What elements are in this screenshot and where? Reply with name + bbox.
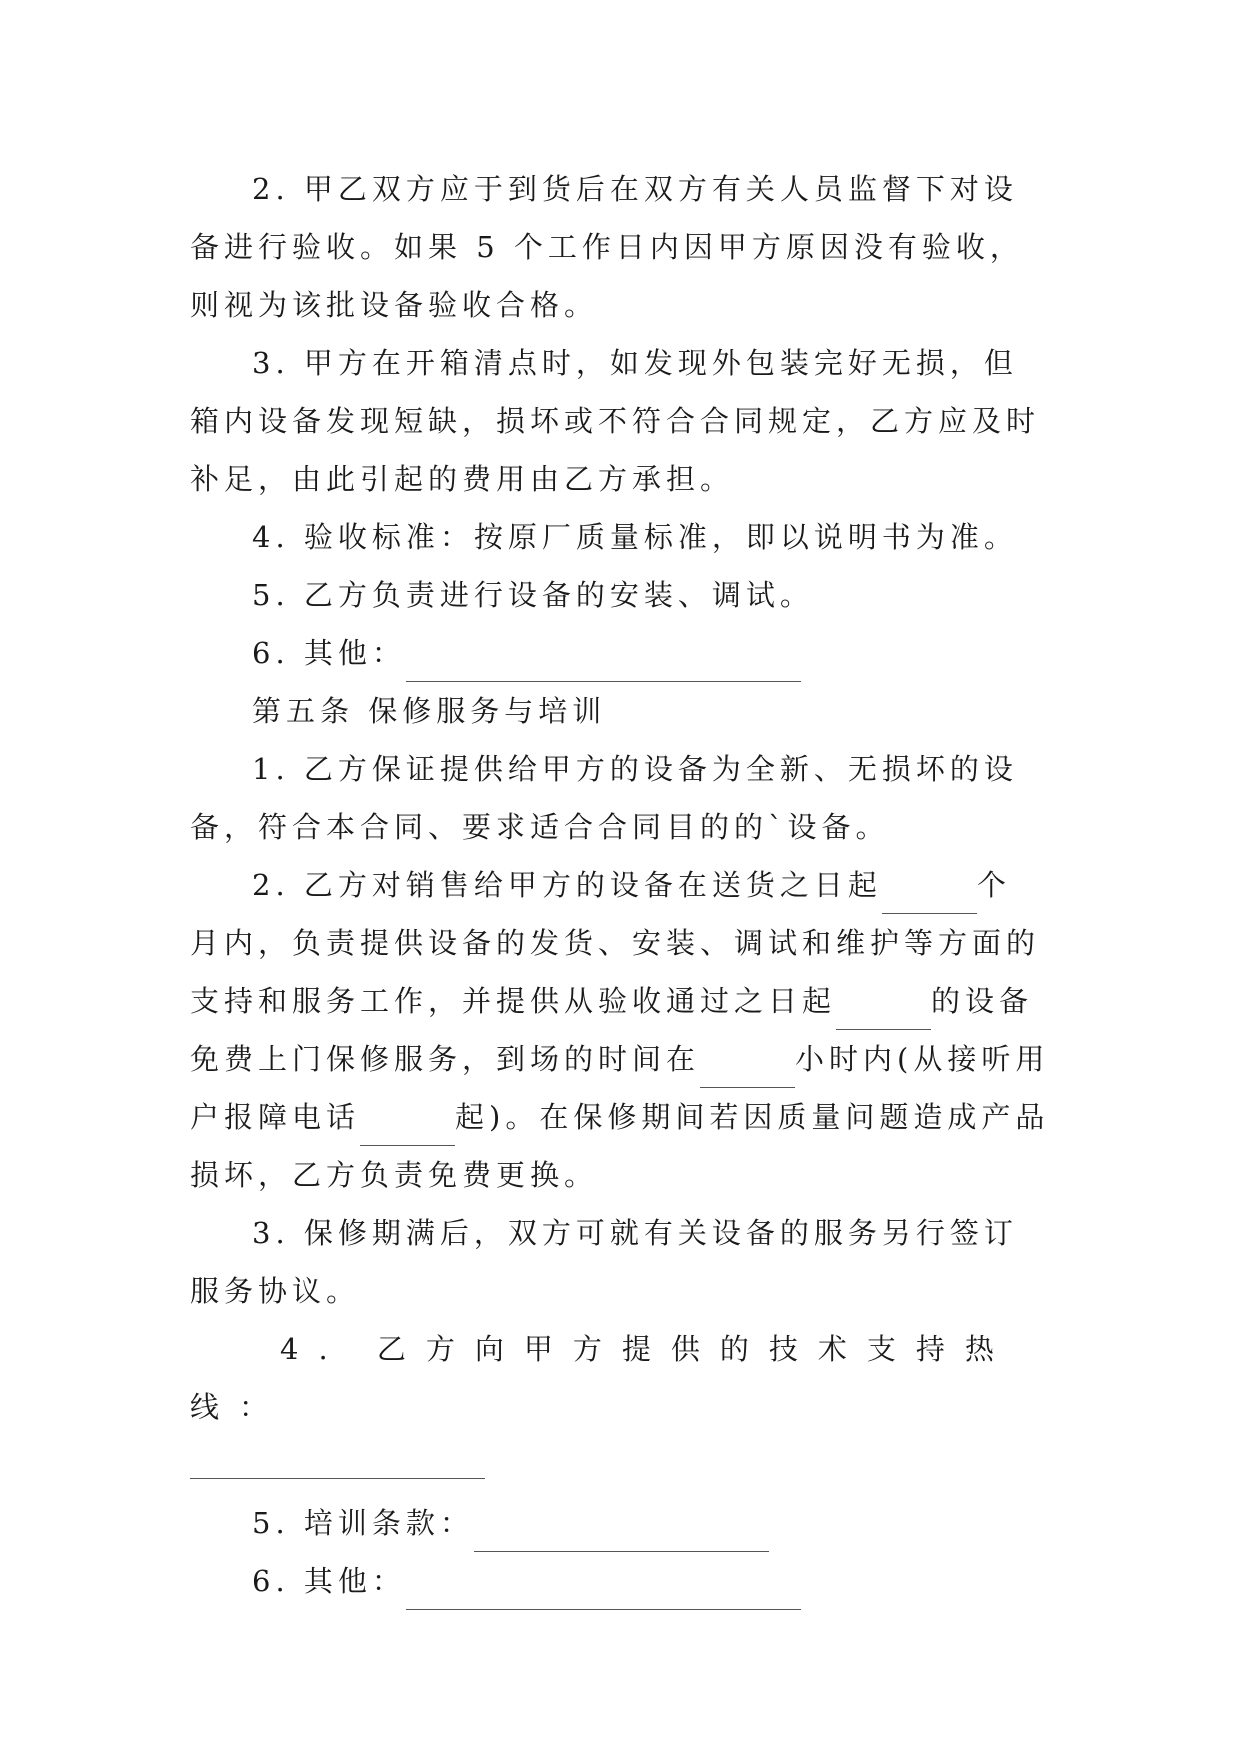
clause-5-item-4: 4. 乙方向甲方提供的技术支持热线：: [190, 1332, 1014, 1424]
clause-4-item-3: 3. 甲方在开箱清点时，如发现外包装完好无损，但箱内设备发现短缺，损坏或不符合合同规定，乙方应及时补足，由此引起的费用由乙方承担。: [190, 346, 1041, 496]
other-blank-field[interactable]: [406, 651, 801, 682]
warranty-months-blank[interactable]: [882, 883, 977, 914]
clause-5-item-1: 1. 乙方保证提供给甲方的设备为全新、无损坏的设备，符合本合同、要求适合合同目的的`设备。: [190, 752, 1018, 844]
section-heading-5: 第五条 保修服务与培训: [252, 694, 607, 728]
document-page: [190, 160, 1050, 1610]
clause-4-item-6: [190, 624, 1050, 682]
clause-5-item-3: 3. 保修期满后，双方可就有关设备的服务另行签订服务协议。: [190, 1216, 1018, 1308]
clause-4-item-2: 2. 甲乙双方应于到货后在双方有关人员监督下对设备进行验收。如果 5 个工作日内因甲方原因没有验收，则视为该批设备验收合格。: [190, 172, 1024, 322]
clause-5-item-5: [190, 1494, 1050, 1552]
training-label: 5. 培训条款：: [252, 1506, 474, 1540]
free-service-period-blank[interactable]: [836, 999, 931, 1030]
arrival-hours-blank[interactable]: [700, 1057, 795, 1088]
clause-5-item-2: [190, 856, 1050, 1204]
clause-5-item-6: [190, 1552, 1050, 1610]
training-blank-field[interactable]: [474, 1521, 769, 1552]
clause-4-item-4: 4. 验收标准：按原厂质量标准，即以说明书为准。: [252, 520, 1018, 554]
warranty-text-e: 起)。在保修期间若因质量问题造成产品损坏，乙方负责免费更换。: [190, 1100, 1050, 1192]
hotline-blank-field[interactable]: [190, 1448, 485, 1479]
warranty-text-b: 个 月内，负责提供设备的发货、安装、调试和维护等方面的支持和服务工作，并提供从验收通过之日起: [190, 868, 1041, 1018]
other-label-2: 6. 其他：: [252, 1564, 406, 1598]
other-label: 6. 其他：: [252, 636, 406, 670]
hotline-blank-row: [190, 1436, 1050, 1494]
other-blank-field-2[interactable]: [406, 1579, 801, 1610]
clause-4-item-5: 5. 乙方负责进行设备的安装、调试。: [252, 578, 814, 612]
warranty-text-d: 小时内(从接听用户报障电话: [190, 1042, 1050, 1134]
warranty-text-a: 2. 乙方对销售给甲方的设备在送货之日起: [252, 868, 882, 902]
warranty-text-c: 的设备免费上门保修服务，到场的时间在: [190, 984, 1034, 1076]
phone-time-blank[interactable]: [360, 1115, 455, 1146]
